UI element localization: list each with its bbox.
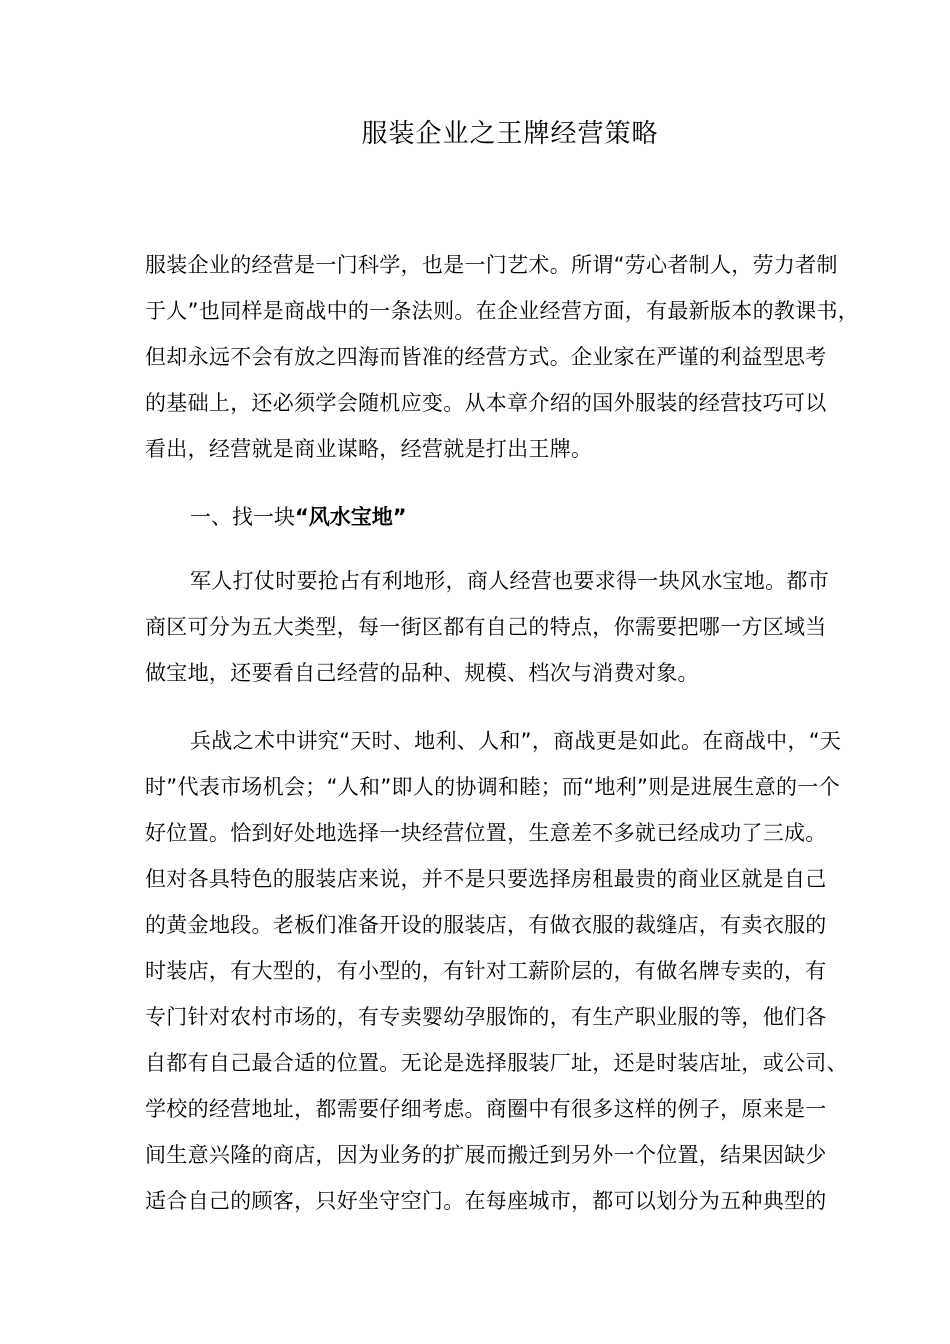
text-line: 好位置。恰到好处地选择一块经营位置，生意差不多就已经成功了三成。 <box>145 821 827 845</box>
text-line: 适合自己的顾客，只好坐守空门。在每座城市，都可以划分为五种典型的 <box>145 1189 827 1213</box>
section-heading-prefix: 一、找一块 <box>190 505 295 529</box>
intro-paragraph <box>145 242 905 472</box>
text-line: 商区可分为五大类型，每一街区都有自己的特点，你需要把哪一方区域当 <box>145 615 827 639</box>
text-line: 看出，经营就是商业谋略，经营就是打出王牌。 <box>145 437 593 461</box>
text-line: 间生意兴隆的商店，因为业务的扩展而搬迁到另外一个位置，结果因缺少 <box>145 1143 827 1167</box>
paragraph-terrain <box>145 558 905 696</box>
text-line: 但对各具特色的服装店来说，并不是只要选择房租最贵的商业区就是自己 <box>145 867 827 891</box>
text-line: 于人”也同样是商战中的一条法则。在企业经营方面，有最新版本的教课书， <box>145 299 860 323</box>
section-heading-quoted: “风水宝地” <box>295 505 407 529</box>
text-line: 的黄金地段。老板们准备开设的服装店，有做衣服的裁缝店，有卖衣服的 <box>145 913 827 937</box>
text-line: 自都有自己最合适的位置。无论是选择服装厂址，还是时装店址，或公司、 <box>145 1051 848 1075</box>
text-line: 兵战之术中讲究“天时、地利、人和”，商战更是如此。在商战中，“天 <box>190 729 842 753</box>
text-line: 做宝地，还要看自己经营的品种、规模、档次与消费对象。 <box>145 661 699 685</box>
text-line: 军人打仗时要抢占有利地形，商人经营也要求得一块风水宝地。都市 <box>190 569 829 593</box>
text-line: 服装企业的经营是一门科学，也是一门艺术。所谓“劳心者制人，劳力者制 <box>145 253 838 277</box>
text-line: 时装店，有大型的，有小型的，有针对工薪阶层的，有做名牌专卖的，有 <box>145 959 827 983</box>
text-line: 的基础上，还必须学会随机应变。从本章介绍的国外服装的经营技巧可以 <box>145 391 827 415</box>
paragraph-location <box>145 718 905 1224</box>
text-line: 时”代表市场机会；“人和”即人的协调和睦；而“地利”则是进展生意的一个 <box>145 775 840 799</box>
text-line: 专门针对农村市场的，有专卖婴幼孕服饰的，有生产职业服的等，他们各 <box>145 1005 827 1029</box>
text-line: 但却永远不会有放之四海而皆准的经营方式。企业家在严谨的利益型思考 <box>145 345 827 369</box>
section-heading <box>190 494 407 540</box>
text-line: 学校的经营地址，都需要仔细考虑。商圈中有很多这样的例子，原来是一 <box>145 1097 827 1121</box>
document-title: 服装企业之王牌经营策略 <box>361 119 659 149</box>
